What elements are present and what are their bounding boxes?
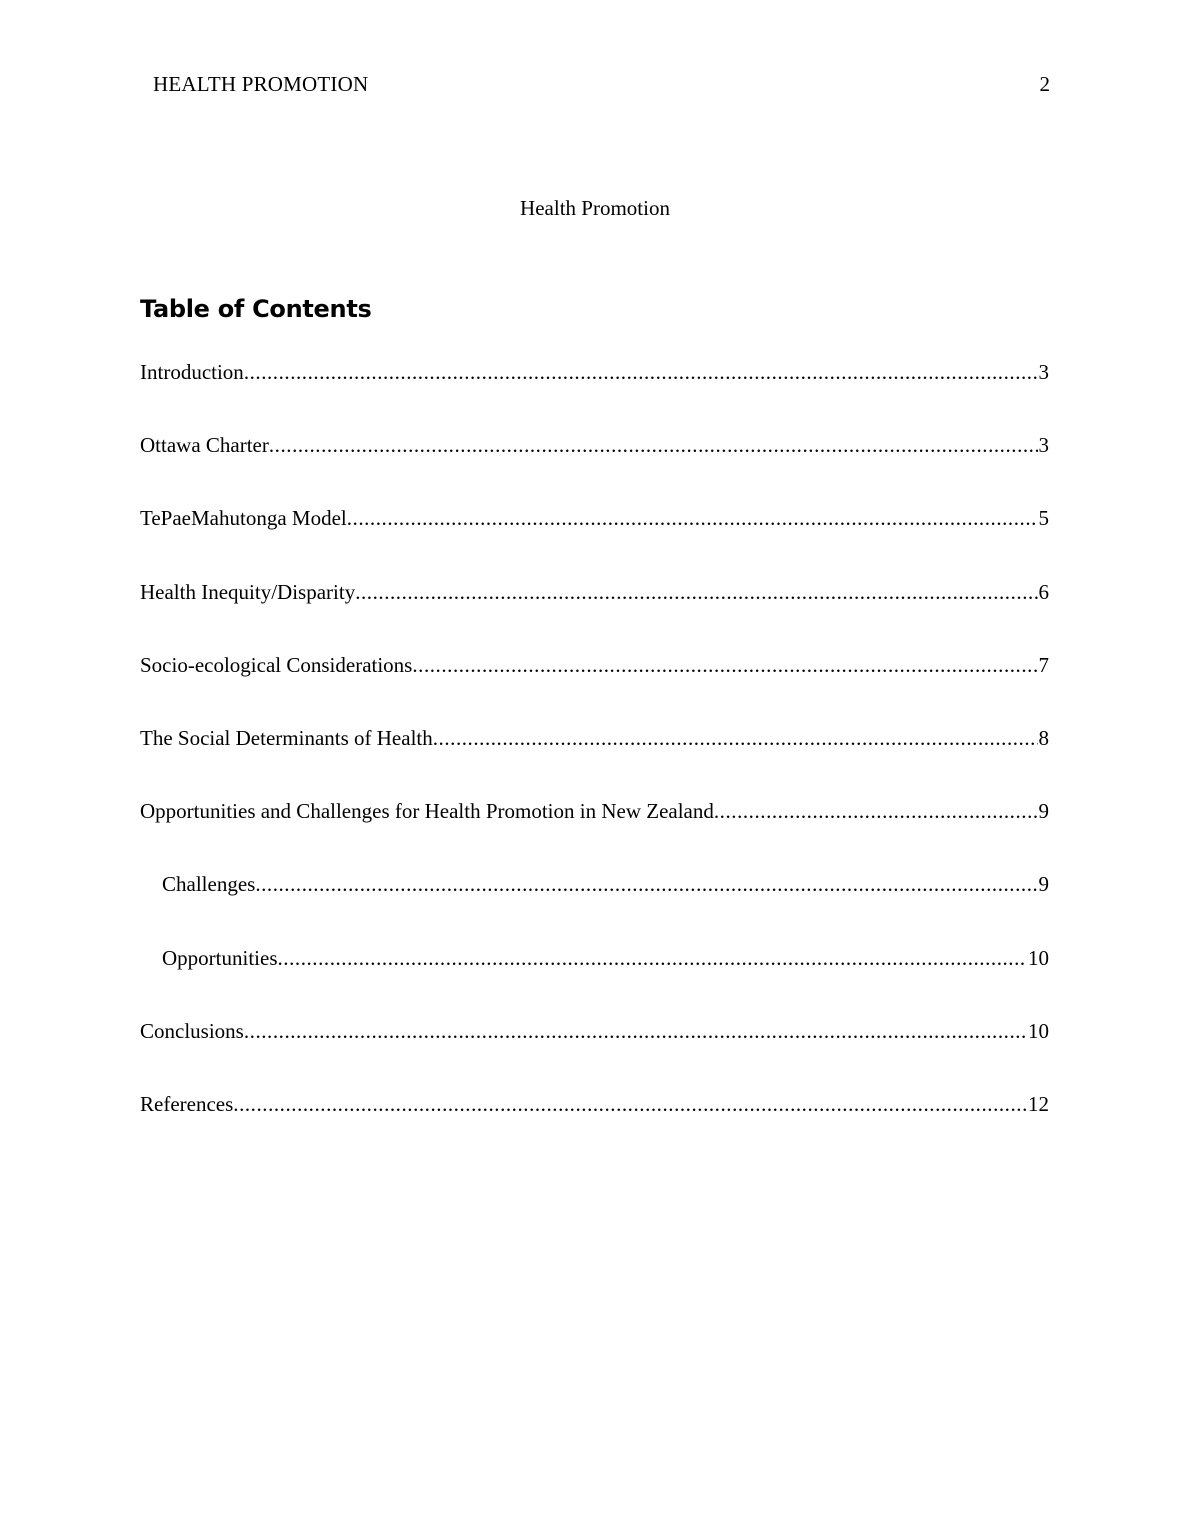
toc-entry-tepaemahutonga-model[interactable] — [140, 505, 1049, 578]
page-number: 2 — [1039, 72, 1050, 96]
toc-dot-leader — [412, 652, 1037, 678]
running-head: HEALTH PROMOTION — [153, 72, 369, 96]
toc-entry-page: 9 — [1038, 872, 1049, 897]
toc-entry-opportunities[interactable] — [140, 945, 1049, 1018]
toc-entry-label: TePaeMahutonga Model — [140, 506, 347, 531]
toc-entry-page: 6 — [1038, 579, 1049, 604]
toc-entry-page: 7 — [1038, 652, 1049, 677]
toc-entry-page: 10 — [1028, 1018, 1049, 1043]
toc-entry-references[interactable] — [140, 1091, 1049, 1164]
document-title: Health Promotion — [520, 196, 670, 220]
toc-entry-label: References — [140, 1091, 234, 1116]
toc-entry-label: Ottawa Charter — [140, 433, 269, 458]
toc-entry-page: 3 — [1038, 433, 1049, 458]
toc-entry-label: Opportunities — [162, 945, 278, 970]
toc-entry-label: Conclusions — [140, 1018, 244, 1043]
toc-entry-label: Health Inequity/Disparity — [140, 579, 356, 604]
toc-entry-label: Opportunities and Challenges for Health Promotion in New Zealand — [140, 799, 714, 824]
toc-entry-page: 5 — [1038, 506, 1049, 531]
toc-dot-leader — [347, 505, 1038, 531]
table-of-contents — [140, 359, 1049, 1164]
toc-entry-introduction[interactable] — [140, 359, 1049, 432]
toc-entry-challenges[interactable] — [140, 871, 1049, 944]
toc-dot-leader — [278, 945, 1028, 971]
toc-dot-leader — [255, 871, 1037, 897]
toc-dot-leader — [244, 1018, 1027, 1044]
toc-entry-health-inequity[interactable] — [140, 579, 1049, 652]
toc-dot-leader — [433, 725, 1038, 751]
toc-entry-ottawa-charter[interactable] — [140, 432, 1049, 505]
toc-dot-leader — [233, 1091, 1027, 1117]
toc-entry-conclusions[interactable] — [140, 1018, 1049, 1091]
toc-entry-label: Challenges — [162, 872, 256, 897]
toc-entry-opportunities-and-challenges[interactable] — [140, 798, 1049, 871]
toc-heading: Table of Contents — [140, 295, 372, 323]
toc-entry-page: 8 — [1038, 725, 1049, 750]
toc-entry-label: Socio-ecological Considerations — [140, 652, 413, 677]
toc-dot-leader — [269, 432, 1038, 458]
toc-entry-page: 3 — [1038, 360, 1049, 384]
toc-entry-page: 10 — [1028, 945, 1049, 970]
toc-dot-leader — [355, 579, 1037, 605]
toc-dot-leader — [714, 798, 1038, 824]
toc-dot-leader — [244, 359, 1038, 385]
toc-entry-page: 12 — [1028, 1091, 1049, 1116]
toc-entry-social-determinants[interactable] — [140, 725, 1049, 798]
toc-entry-label: Introduction — [140, 360, 244, 384]
toc-entry-label: The Social Determinants of Health — [140, 725, 433, 750]
toc-entry-page: 9 — [1038, 799, 1049, 824]
toc-entry-socio-ecological[interactable] — [140, 652, 1049, 725]
